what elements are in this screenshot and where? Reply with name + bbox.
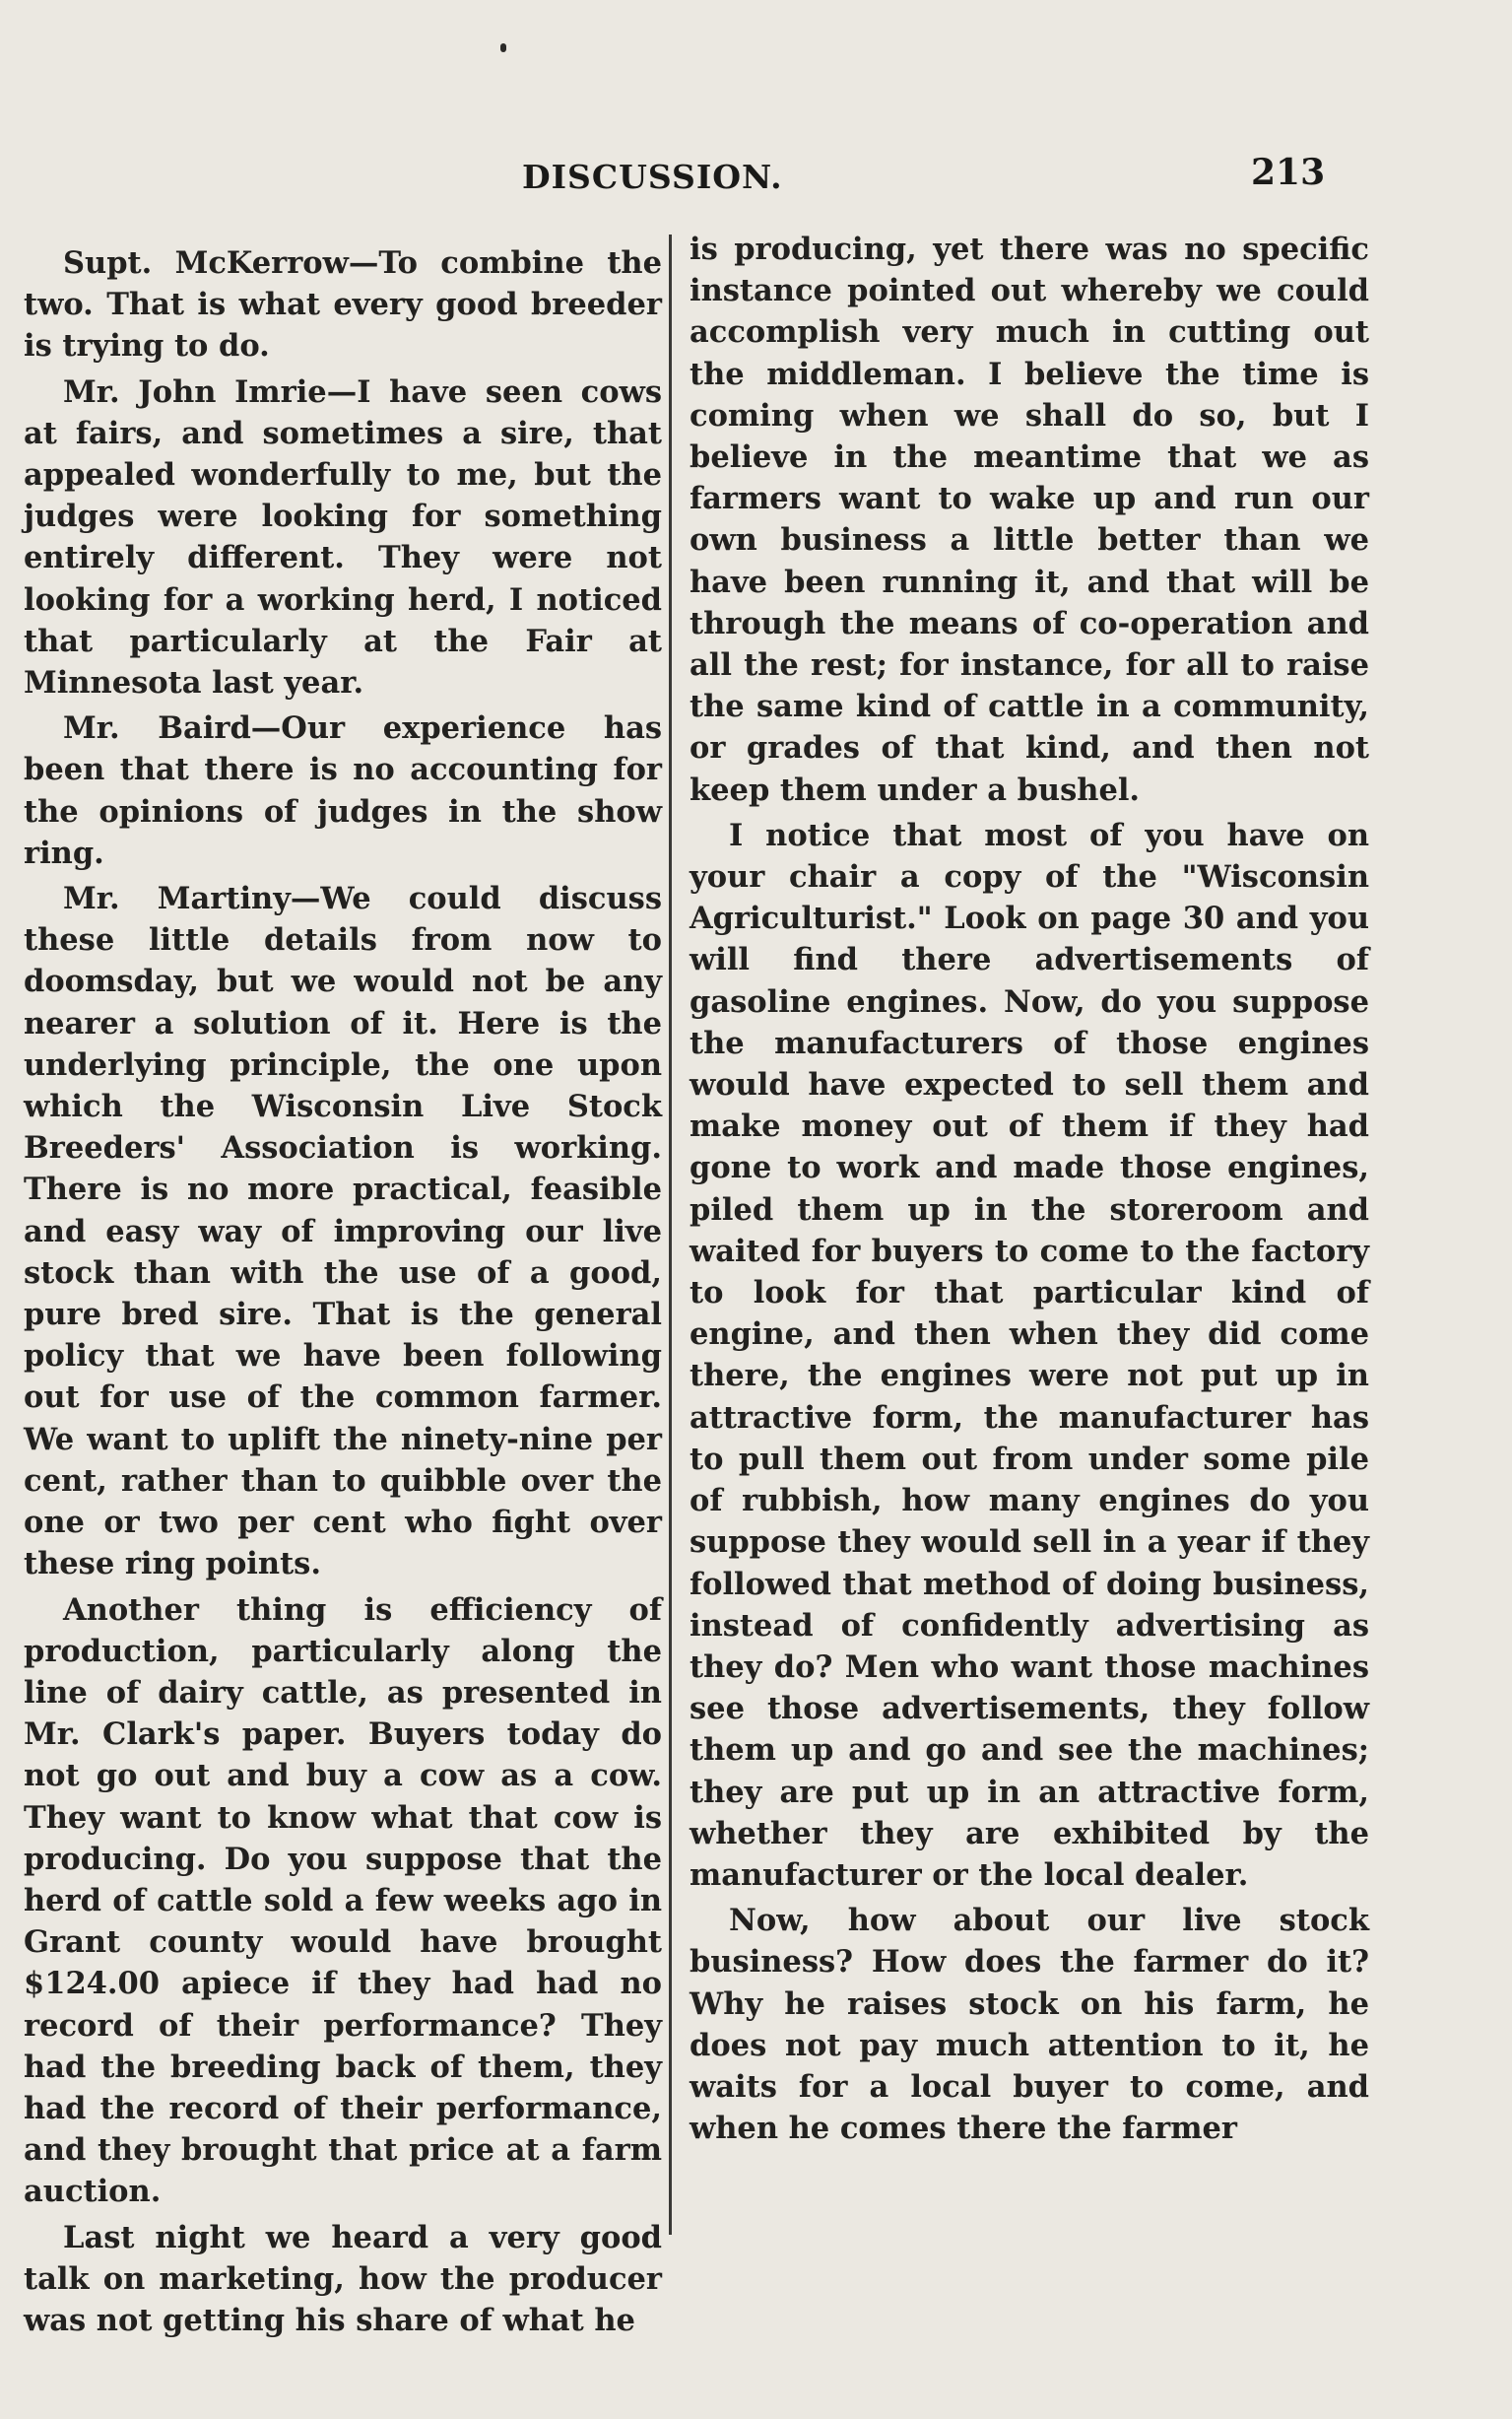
page-number: 213	[1251, 152, 1326, 193]
ink-speck	[500, 43, 506, 52]
left-column	[24, 242, 662, 2345]
paragraph-imrie: Mr. John Imrie—I have seen cows at fairs, and sometimes a sire, that appealed wonderfully to me, but the judges were looking for something entirely different. They were not looking for a working herd, I noticed that particularly at the Fair at Minnesota last year.	[24, 373, 662, 702]
paragraph-baird: Mr. Baird—Our experience has been that there is no accounting for the opinions of judges in the show ring.	[24, 710, 662, 871]
paragraph-marketing: Last night we heard a very good talk on marketing, how the producer was not getting his share of what he	[24, 2219, 662, 2338]
right-column	[690, 229, 1369, 2153]
paragraph-continuation: is producing, yet there was no specific instance pointed out whereby we could accomplish very much in cutting out the middleman. I believe the time is coming when we shall do so, but I believe in the meantime that we as farmers want to wake up and run our own business a little better than we have been running it, and that will be through the means of co-operation and all the rest; for instance, for all to raise the same kind of cattle in a community, or grades of that kind, and then not keep them under a bushel.	[690, 232, 1369, 808]
paragraph-livestock: Now, how about our live stock business? How does the farmer do it? Why he raises stock on his farm, he does not pay much attention to it, he waits for a local buyer to come, and when he comes there the farmer	[690, 1903, 1369, 2147]
paragraph-martiny: Mr. Martiny—We could discuss these little details from now to doomsday, but we would not be any nearer a solution of it. Here is the underlying principle, the one upon which the Wisconsin Live Stock Breeders' Association is working. There is no more practical, feasible and easy way of improving our live stock than with the use of a good, pure bred sire. That is the general policy that we have been following out for use of the common farmer. We want to uplift the ninety-nine per cent, rather than to quibble over the one or two per cent who fight over these ring points.	[24, 881, 662, 1582]
paragraph-engines: I notice that most of you have on your chair a copy of the "Wisconsin Agriculturist." Look on page 30 and you will find there advertisements of gasoline engines. Now, do you suppose the manufacturers of those engines would have expected to sell them and make money out of them if they had gone to work and made those engines, piled them up in the storeroom and waited for buyers to come to the factory to look for that particular kind of engine, and then when they did come there, the engines were not put up in attractive form, the manufacturer has to pull them out from under some pile of rubbish, how many engines do you suppose they would sell in a year if they followed that method of doing business, instead of confidently advertising as they do? Men who want those machines see those advertisements, they follow them up and go and see the machines; they are put up in an attractive form, whether they are exhibited by the manufacturer or the local dealer.	[690, 817, 1369, 1893]
paragraph-mckerrow: Supt. McKerrow—To combine the two. That is what every good breeder is trying to do.	[24, 245, 662, 365]
column-divider	[669, 235, 672, 2235]
paragraph-efficiency: Another thing is efficiency of production, particularly along the line of dairy cattle, as presented in Mr. Clark's paper. Buyers today do not go out and buy a cow as a cow. They want to know what that cow is producing. Do you suppose that the herd of cattle sold a few weeks ago in Grant county would have brought $124.00 apiece if they had had no record of their performance? They had the breeding back of them, they had the record of their performance, and they brought that price at a farm auction.	[24, 1591, 662, 2210]
running-head: DISCUSSION.	[522, 158, 783, 196]
